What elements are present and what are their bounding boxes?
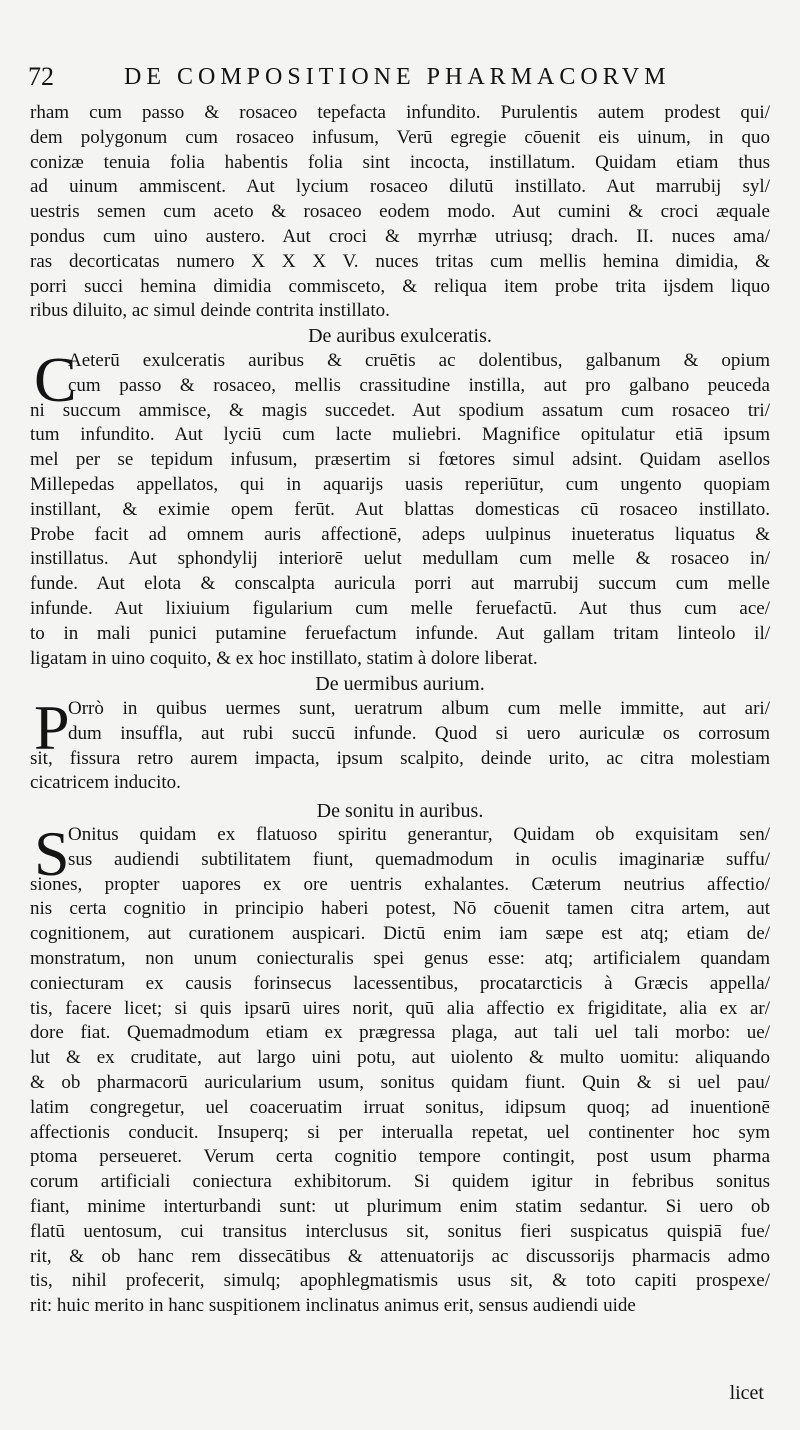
- paragraph-sonitu-in-auribus: [30, 818, 770, 1319]
- text-line: rham cum passo & rosaceo tepefacta infundito. Purulentis autem prodest qui/: [30, 102, 770, 123]
- text-line: funde. Aut elota & conscalpta auricula porri aut marrubij succum cum melle: [30, 573, 770, 595]
- section-heading-uermibus: De uermibus aurium.: [315, 673, 485, 695]
- text-line: ligatam in uino coquito, & ex hoc instillato, statim à dolore liberat.: [30, 647, 538, 669]
- text-line: affectionis conducit. Insuperq; si per interualla repetat, uel continenter hoc sym: [30, 1121, 770, 1143]
- catchword: licet: [729, 1382, 764, 1404]
- text-line: infunde. Aut lixiuium figularium cum melle feruefactū. Aut thus cum ace/: [30, 597, 770, 619]
- text-line: ras decorticatas numero X X X V. nuces tritas cum mellis hemina dimidia, &: [30, 250, 770, 272]
- paragraph-auribus-exulceratis: [30, 344, 770, 671]
- text-line: instillant, & eximie opem ferūt. Aut blattas domesticas cū rosaceo instillato.: [30, 498, 770, 520]
- text-line: Millepedas appellatos, qui in aquarijs uasis reperiūtur, cum ungento quopiam: [30, 473, 770, 495]
- text-line: dore fiat. Quemadmodum etiam ex prægressa plaga, aut tali uel tali morbo: ue/: [30, 1022, 770, 1044]
- text-line: fiant, minime interturbandi sunt: ut plurimum enim statim sedantur. Si uero ob: [30, 1195, 770, 1217]
- page-header: [28, 62, 768, 98]
- text-line: dum insuffla, aut rubi succū infunde. Quod si uero auriculæ os corrosum: [68, 722, 770, 744]
- text-line: porri succi hemina dimidia commisceto, & reliqua item probe trita ijsdem liquo: [30, 275, 770, 297]
- text-line: tis, facere licet; si quis ipsarū uires norit, quū alia affectio ex frigiditate, alia ex ar/: [30, 997, 770, 1019]
- text-line: cum passo & rosaceo, mellis crassitudine instilla, aut pro galbano peuceda: [68, 374, 770, 396]
- text-line: nis certa cognitio in principio haberi potest, Nō cōuenit tamen citra artem, aut: [30, 898, 770, 920]
- drop-cap-c: C: [34, 344, 77, 415]
- text-line: instillatus. Aut sphondylij interiorē uelut medullam cum melle & rosaceo in/: [30, 548, 770, 570]
- text-line: sit, fissura retro aurem impacta, ipsum scalpito, deinde urito, ac citra molestiam: [30, 747, 770, 769]
- paragraph-continuation: [30, 101, 770, 324]
- text-line: siones, propter uapores ex ore uentris exhalantes. Cæterum neutrius affectio/: [30, 873, 770, 895]
- text-line: rit, & ob hanc rem dissecātibus & attenuatorijs ac discussorijs pharmacis admo: [30, 1245, 770, 1267]
- text-line: Onitus quidam ex flatuoso spiritu generantur, Quidam ob exquisitam sen/: [68, 824, 770, 845]
- drop-cap-s: S: [34, 818, 70, 889]
- text-line: tis, nihil profecerit, simulq; apophlegmatismis usus sit, & toto capiti prospexe/: [30, 1270, 770, 1292]
- text-line: Aeterū exulceratis auribus & cruētis ac dolentibus, galbanum & opium: [68, 350, 770, 371]
- text-line: sus audiendi subtilitatem fiunt, quemadmodum in oculis imaginariæ suffu/: [68, 848, 770, 870]
- text-line: Orrò in quibus uermes sunt, ueratrum album cum melle immitte, aut ari/: [68, 698, 770, 719]
- text-line: ni succum ammisce, & magis succedet. Aut spodium assatum cum rosaceo tri/: [30, 399, 770, 421]
- text-line: Probe facit ad omnem auris affectionē, adeps uulpinus inueteratus liquatus &: [30, 523, 770, 545]
- text-line: cicatricem inducito.: [30, 772, 181, 794]
- page-number: 72: [28, 62, 54, 91]
- text-line: flatū uentosum, cui transitus interclusus sit, sonitus fieri suspicatus quispiā fue/: [30, 1220, 770, 1242]
- text-line: & ob pharmacorū auricularium usum, sonitus quidam fiunt. Quin & si uel pau/: [30, 1071, 770, 1093]
- drop-cap-p: P: [34, 692, 70, 763]
- text-line: pondus cum uino austero. Aut croci & myrrhæ utriusq; drach. II. nuces ama/: [30, 225, 770, 247]
- running-head: DE COMPOSITIONE PHARMACORVM: [124, 64, 671, 90]
- text-line: conizæ tenuia folia habentis folia sint incocta, instillatum. Quidam etiam thus: [30, 151, 770, 173]
- text-line: corum artificiali coniectura exhibitorum. Si quidem igitur in febribus sonitus: [30, 1171, 770, 1193]
- text-line: ptoma perseueret. Verum certa cognitio tempore contingit, post usum pharma: [30, 1146, 770, 1168]
- text-line: tum infundito. Aut lyciū cum lacte muliebri. Magnifice opitulatur etiā ipsum: [30, 424, 770, 446]
- text-line: coniecturam ex causis forinsecus lacessentibus, procatarcticis à Græcis appella/: [30, 972, 770, 994]
- text-line: ad uinum ammiscent. Aut lycium rosaceo dilutū instillato. Aut marrubij syl/: [30, 176, 770, 198]
- text-line: rit: huic merito in hanc suspitionem inclinatus animus erit, sensus audiendi uide: [30, 1295, 636, 1317]
- text-line: latim congregetur, uel coaceruatim irruat sonitus, idipsum quoq; ad inuentionē: [30, 1096, 770, 1118]
- text-line: cognitionem, aut curationem auspicari. Dictū enim iam sæpe est atq; etiam de/: [30, 923, 770, 945]
- text-line: to in mali punici putamine feruefactum infunde. Aut gallam tritam linteolo il/: [30, 622, 770, 644]
- text-line: ribus diluito, ac simul deinde contrita instillato.: [30, 300, 390, 322]
- text-line: monstratum, non unum coniecturalis spei genus esse: atq; artificialem quandam: [30, 947, 770, 969]
- paragraph-uermibus-aurium: [30, 692, 770, 796]
- section-heading-exulceratis: De auribus exulceratis.: [308, 325, 492, 347]
- text-line: uestris semen cum aceto & rosaceo eodem modo. Aut cumini & croci æquale: [30, 201, 770, 223]
- section-heading-sonitu: De sonitu in auribus.: [316, 800, 484, 822]
- text-line: lut & ex cruditate, aut largo uini potu, aut uiolento & multo uomitu: aliquando: [30, 1047, 770, 1069]
- text-line: dem polygonum cum rosaceo infusum, Verū egregie cōuenit eis uinum, in quo: [30, 126, 770, 148]
- text-line: mel per se tepidum infusum, præsertim si fœtores simul adsint. Quidam asellos: [30, 449, 770, 471]
